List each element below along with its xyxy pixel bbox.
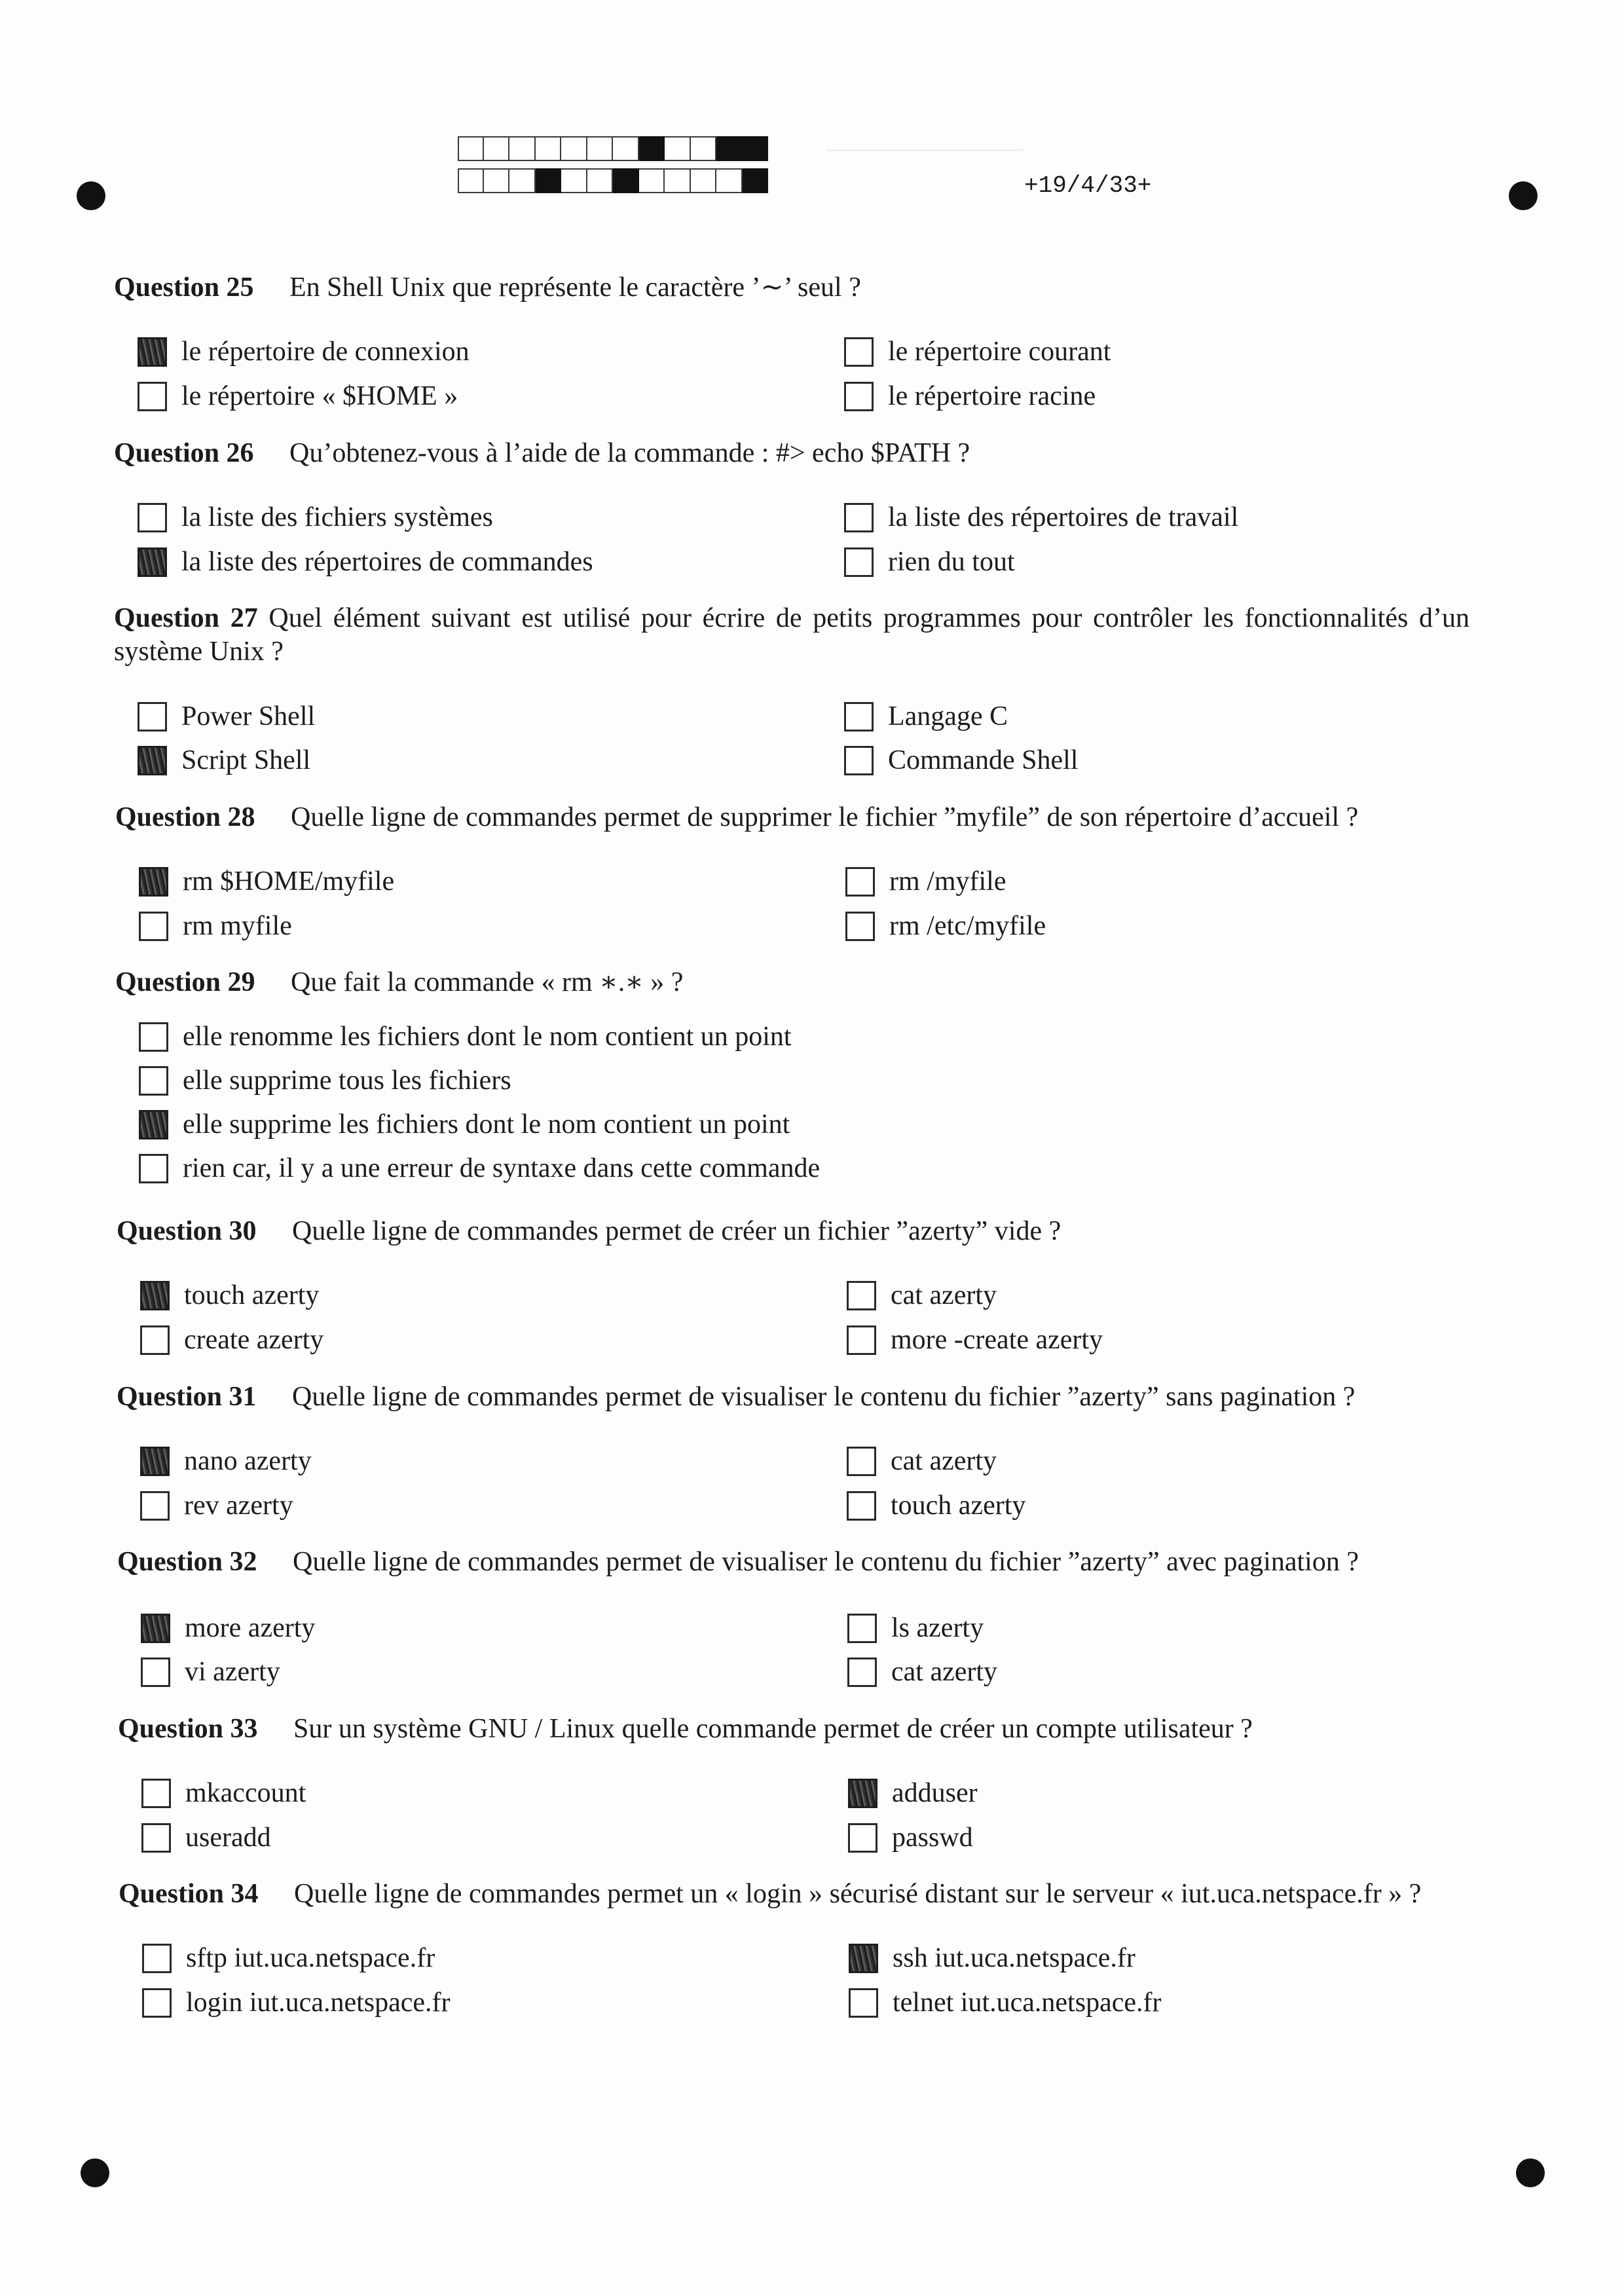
answer-option xyxy=(138,700,315,733)
question-25 xyxy=(114,272,1587,411)
answer-label: cat azerty xyxy=(891,1657,998,1687)
question-number: Question 28 xyxy=(115,802,255,832)
question-number: Question 31 xyxy=(117,1382,257,1412)
question-number: Question 27 xyxy=(114,603,258,633)
answer-checkbox[interactable] xyxy=(142,1988,172,2018)
answer-label: elle supprime les fichiers dont le nom contient un point xyxy=(183,1109,790,1139)
answer-checkbox[interactable] xyxy=(844,382,874,411)
answer-option xyxy=(848,1777,978,1810)
answer-label: cat azerty xyxy=(891,1446,997,1476)
answer-label: Commande Shell xyxy=(888,745,1079,775)
id-code-cell-filled xyxy=(743,168,769,193)
id-code-cell-empty xyxy=(561,168,587,193)
answer-label: elle supprime tous les fichiers xyxy=(183,1065,511,1096)
answer-checkbox[interactable] xyxy=(845,867,875,897)
answer-label: rm /etc/myfile xyxy=(889,911,1046,941)
question-number: Question 33 xyxy=(118,1714,258,1744)
answer-option xyxy=(142,1942,435,1975)
answer-option xyxy=(139,865,394,898)
answer-checkbox[interactable] xyxy=(844,702,874,731)
question-text: Quelle ligne de commandes permet un « login » sécurisé distant sur le serveur « iut.uca.netspace.fr » ? xyxy=(294,1879,1422,1909)
question-header xyxy=(114,437,1587,470)
question-28 xyxy=(115,802,1589,941)
answer-checkbox[interactable] xyxy=(847,1491,876,1521)
answer-option xyxy=(141,1821,271,1855)
answer-option xyxy=(139,1108,790,1141)
id-code-cell-filled xyxy=(536,168,562,193)
answer-checkbox[interactable] xyxy=(142,1944,172,1973)
answer-checkbox[interactable] xyxy=(844,746,874,775)
id-code-cell-empty xyxy=(536,136,562,161)
answer-checkbox[interactable] xyxy=(139,1110,168,1139)
answer-label: rev azerty xyxy=(184,1491,293,1521)
id-code-cell-empty xyxy=(665,168,691,193)
answer-checkbox[interactable] xyxy=(849,1988,878,2018)
answer-checkbox[interactable] xyxy=(844,337,874,367)
answer-option xyxy=(847,1279,997,1312)
answer-checkbox[interactable] xyxy=(845,912,875,941)
answer-label: vi azerty xyxy=(185,1657,280,1687)
question-header xyxy=(115,966,1589,999)
id-code-row-2 xyxy=(458,168,768,193)
question-text: Quelle ligne de commandes permet de supprimer le fichier ”myfile” de son répertoire d’accueil ? xyxy=(291,802,1359,832)
answer-checkbox[interactable] xyxy=(140,1281,170,1310)
answer-option xyxy=(847,1489,1025,1523)
answer-label: touch azerty xyxy=(891,1491,1026,1521)
answer-checkbox[interactable] xyxy=(138,547,167,577)
answer-option xyxy=(847,1656,997,1689)
answer-checkbox[interactable] xyxy=(138,503,167,532)
question-header xyxy=(118,1713,1591,1746)
corner-mark-top-left xyxy=(77,181,105,210)
answer-option xyxy=(847,1612,984,1645)
id-code-cell-empty xyxy=(484,136,510,161)
answer-option xyxy=(844,700,1008,733)
question-header xyxy=(117,1546,1591,1579)
answer-option xyxy=(140,1279,319,1312)
answer-label: Power Shell xyxy=(181,701,316,731)
id-code-cell-filled xyxy=(613,168,639,193)
answer-checkbox[interactable] xyxy=(844,503,874,532)
answer-label: telnet iut.uca.netspace.fr xyxy=(893,1988,1162,2018)
answer-checkbox[interactable] xyxy=(847,1614,877,1643)
answer-label: passwd xyxy=(892,1823,973,1853)
answer-checkbox[interactable] xyxy=(138,702,167,731)
answer-label: adduser xyxy=(892,1778,978,1808)
answer-option xyxy=(849,1942,1135,1975)
answer-checkbox[interactable] xyxy=(138,337,167,367)
answer-label: more -create azerty xyxy=(891,1325,1103,1355)
answer-checkbox[interactable] xyxy=(138,746,167,775)
answer-label: Langage C xyxy=(888,701,1008,731)
question-header xyxy=(114,271,1587,305)
answer-option xyxy=(139,910,292,943)
question-number: Question 32 xyxy=(117,1547,257,1577)
answer-label: rm /myfile xyxy=(889,866,1006,897)
answer-label: rien du tout xyxy=(888,547,1015,577)
answer-option xyxy=(138,335,470,369)
id-code-cell-empty xyxy=(587,136,614,161)
question-text: Que fait la commande « rm ∗.∗ » ? xyxy=(291,967,684,997)
question-number: Question 29 xyxy=(115,967,255,997)
answer-checkbox[interactable] xyxy=(141,1779,171,1808)
answer-label: le répertoire « $HOME » xyxy=(181,381,458,411)
id-code-cell-empty xyxy=(716,168,743,193)
answer-option xyxy=(140,1324,323,1357)
answer-option xyxy=(845,865,1006,898)
answer-checkbox[interactable] xyxy=(139,1066,168,1096)
id-code-row-1 xyxy=(458,136,768,161)
answer-checkbox[interactable] xyxy=(844,547,874,577)
answer-label: le répertoire racine xyxy=(888,381,1096,411)
id-code-cell-empty xyxy=(509,168,536,193)
question-27 xyxy=(114,603,1587,775)
answer-label: more azerty xyxy=(185,1613,316,1643)
answer-checkbox[interactable] xyxy=(848,1779,877,1808)
answer-option xyxy=(138,744,310,777)
answer-option xyxy=(138,501,493,534)
answer-option xyxy=(844,380,1096,413)
answer-label: le répertoire de connexion xyxy=(181,337,470,367)
answer-option xyxy=(142,1986,451,2020)
corner-mark-bottom-right xyxy=(1516,2158,1545,2187)
question-text: En Shell Unix que représente le caractère ’∼’ seul ? xyxy=(289,272,861,303)
question-text: Quelle ligne de commandes permet de créer un fichier ”azerty” vide ? xyxy=(292,1216,1061,1246)
corner-mark-top-right xyxy=(1509,181,1538,210)
answer-checkbox[interactable] xyxy=(139,912,168,941)
id-code-cell-filled xyxy=(639,136,665,161)
answer-label: Script Shell xyxy=(181,745,311,775)
answer-checkbox[interactable] xyxy=(140,1491,170,1521)
answer-label: la liste des répertoires de commandes xyxy=(181,547,593,577)
answer-checkbox[interactable] xyxy=(139,1154,168,1183)
answer-label: sftp iut.uca.netspace.fr xyxy=(186,1943,435,1973)
id-code-cell-empty xyxy=(691,168,717,193)
answer-checkbox[interactable] xyxy=(141,1823,171,1853)
answer-option xyxy=(844,335,1111,369)
answer-label: rm $HOME/myfile xyxy=(183,866,395,897)
corner-mark-bottom-left xyxy=(81,2158,109,2187)
answer-label: cat azerty xyxy=(891,1280,997,1310)
answer-checkbox[interactable] xyxy=(140,1447,170,1476)
answer-label: la liste des fichiers systèmes xyxy=(181,502,493,532)
answer-option xyxy=(139,1020,792,1054)
question-29 xyxy=(115,967,1589,1183)
question-text: Quelle ligne de commandes permet de visualiser le contenu du fichier ”azerty” avec pagination ? xyxy=(293,1547,1359,1577)
answer-checkbox[interactable] xyxy=(847,1281,876,1310)
answer-checkbox[interactable] xyxy=(848,1823,877,1853)
answer-option xyxy=(138,546,593,579)
answer-checkbox[interactable] xyxy=(138,382,167,411)
id-code-cell-empty xyxy=(458,136,484,161)
answer-label: useradd xyxy=(185,1823,271,1853)
id-code-cell-empty xyxy=(613,136,639,161)
answer-option xyxy=(141,1612,315,1645)
answer-checkbox[interactable] xyxy=(847,1447,876,1476)
answer-label: rm myfile xyxy=(183,911,292,941)
answer-label: la liste des répertoires de travail xyxy=(888,502,1239,532)
answer-label: create azerty xyxy=(184,1325,324,1355)
answer-option xyxy=(138,380,458,413)
id-code-cell-empty xyxy=(665,136,691,161)
question-text: Sur un système GNU / Linux quelle commande permet de créer un compte utilisateur ? xyxy=(293,1714,1253,1744)
answer-checkbox[interactable] xyxy=(141,1614,170,1643)
question-text: Qu’obtenez-vous à l’aide de la commande : #> echo $PATH ? xyxy=(289,438,970,468)
answer-option xyxy=(139,1152,820,1185)
id-code-cell-empty xyxy=(458,168,484,193)
answer-checkbox[interactable] xyxy=(849,1944,878,1973)
id-code-cell-filled xyxy=(716,136,743,161)
answer-option xyxy=(140,1445,312,1478)
question-number: Question 34 xyxy=(119,1879,259,1909)
answer-checkbox[interactable] xyxy=(141,1657,170,1687)
answer-option xyxy=(845,910,1046,943)
id-code-cell-empty xyxy=(691,136,717,161)
question-header xyxy=(117,1215,1590,1248)
answer-checkbox[interactable] xyxy=(847,1657,877,1687)
answer-label: mkaccount xyxy=(185,1778,306,1808)
answer-option xyxy=(848,1821,973,1855)
question-number: Question 25 xyxy=(114,272,254,303)
answer-option xyxy=(139,1064,511,1098)
answer-option xyxy=(141,1777,306,1810)
answer-checkbox[interactable] xyxy=(847,1325,876,1355)
answer-option xyxy=(847,1445,997,1478)
question-text: Quel élément suivant est utilisé pour écrire de petits programmes pour contrôler les fonctionnalités d’un système Unix ? xyxy=(114,603,1470,667)
answer-label: ls azerty xyxy=(891,1613,984,1643)
answer-option xyxy=(141,1656,280,1689)
scan-streak xyxy=(826,149,1023,151)
question-number: Question 26 xyxy=(114,438,254,468)
question-header xyxy=(119,1878,1592,1911)
answer-label: nano azerty xyxy=(184,1446,312,1476)
answer-checkbox[interactable] xyxy=(139,1022,168,1052)
id-code-cell-empty xyxy=(561,136,587,161)
answer-checkbox[interactable] xyxy=(139,867,168,897)
answer-option xyxy=(847,1324,1103,1357)
answer-option xyxy=(844,546,1015,579)
answer-option xyxy=(844,744,1078,777)
answer-option xyxy=(849,1986,1161,2020)
id-code-cell-empty xyxy=(639,168,665,193)
id-code-cell-empty xyxy=(484,168,510,193)
id-code-cell-filled xyxy=(743,136,769,161)
answer-option xyxy=(140,1489,293,1523)
answer-option xyxy=(844,501,1238,534)
answer-label: le répertoire courant xyxy=(888,337,1111,367)
id-code-cell-empty xyxy=(587,168,614,193)
answer-label: rien car, il y a une erreur de syntaxe dans cette commande xyxy=(183,1153,821,1183)
answer-label: ssh iut.uca.netspace.fr xyxy=(893,1943,1135,1973)
answer-label: touch azerty xyxy=(184,1280,320,1310)
answer-label: elle renomme les fichiers dont le nom contient un point xyxy=(183,1022,792,1052)
answer-label: login iut.uca.netspace.fr xyxy=(186,1988,451,2018)
question-text: Quelle ligne de commandes permet de visualiser le contenu du fichier ”azerty” sans pagination ? xyxy=(292,1382,1356,1412)
id-code-cell-empty xyxy=(509,136,536,161)
question-header xyxy=(114,602,1469,669)
question-number: Question 30 xyxy=(117,1216,257,1246)
answer-checkbox[interactable] xyxy=(140,1325,170,1355)
page-code: +19/4/33+ xyxy=(1024,172,1152,199)
question-header xyxy=(117,1380,1590,1414)
question-header xyxy=(115,801,1589,834)
